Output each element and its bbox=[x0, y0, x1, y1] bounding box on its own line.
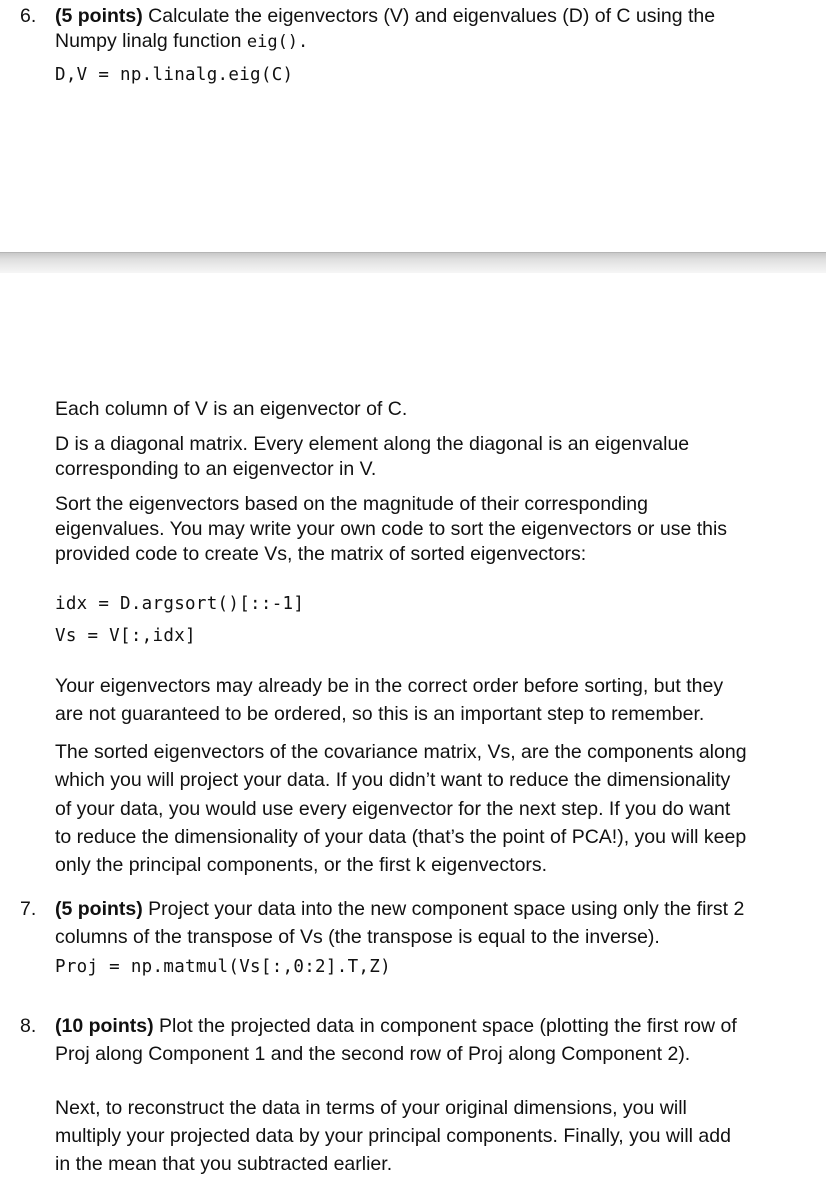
sort-code-line2: Vs = V[:,idx] bbox=[55, 626, 196, 646]
q8-p-line2: multiply your projected data by your principal components. Finally, you will add bbox=[55, 1125, 731, 1147]
q8-line1 bbox=[55, 1014, 815, 1039]
explanation-p2-line2: corresponding to an eigenvector in V. bbox=[55, 458, 377, 480]
q6-line2 bbox=[55, 29, 815, 55]
q8-line2: Proj along Component 1 and the second row of Proj along Component 2). bbox=[55, 1043, 691, 1065]
q7-number: 7. bbox=[20, 898, 37, 920]
q7-points: (5 points) bbox=[55, 898, 143, 920]
q8-text: Plot the projected data in component space (plotting the first row of bbox=[159, 1015, 737, 1037]
q8-points: (10 points) bbox=[55, 1015, 154, 1037]
q8-number: 8. bbox=[20, 1015, 37, 1037]
explanation-p5-line2: which you will project your data. If you didn’t want to reduce the dimensionality bbox=[55, 769, 731, 791]
q6-number: 6. bbox=[20, 5, 37, 27]
explanation-p5-line5: only the principal components, or the first k eigenvectors. bbox=[55, 854, 548, 876]
explanation-p3-line1: Sort the eigenvectors based on the magnitude of their corresponding bbox=[55, 493, 648, 515]
q6-text: Calculate the eigenvectors (V) and eigenvalues (D) of C using the bbox=[148, 5, 716, 27]
q7-line1 bbox=[55, 897, 815, 922]
q6-line1 bbox=[55, 4, 815, 29]
q6-code: D,V = np.linalg.eig(C) bbox=[55, 65, 294, 85]
q7-code: Proj = np.matmul(Vs[:,0:2].T,Z) bbox=[55, 957, 391, 977]
explanation-p3-line3: provided code to create Vs, the matrix of sorted eigenvectors: bbox=[55, 543, 587, 565]
explanation-p5-line1: The sorted eigenvectors of the covariance matrix, Vs, are the components along bbox=[55, 741, 747, 763]
explanation-p2-line1: D is a diagonal matrix. Every element along the diagonal is an eigenvalue bbox=[55, 433, 690, 455]
q8-p-line3: in the mean that you subtracted earlier. bbox=[55, 1153, 393, 1175]
q6-points: (5 points) bbox=[55, 5, 143, 27]
q7-text: Project your data into the new component space using only the first 2 bbox=[148, 898, 745, 920]
explanation-p5-line4: to reduce the dimensionality of your data (that’s the point of PCA!), you will keep bbox=[55, 826, 747, 848]
q7-line2: columns of the transpose of Vs (the transpose is equal to the inverse). bbox=[55, 926, 660, 948]
explanation-p4-line2: are not guaranteed to be ordered, so this is an important step to remember. bbox=[55, 703, 705, 725]
q6-line2-text: Numpy linalg function bbox=[55, 30, 242, 52]
explanation-p1: Each column of V is an eigenvector of C. bbox=[55, 398, 408, 420]
q6-inline-code: eig(). bbox=[246, 32, 309, 52]
explanation-p3-line2: eigenvalues. You may write your own code to sort the eigenvectors or use this bbox=[55, 518, 728, 540]
explanation-p4-line1: Your eigenvectors may already be in the correct order before sorting, but they bbox=[55, 675, 724, 697]
sort-code-line1: idx = D.argsort()[::-1] bbox=[55, 594, 305, 614]
page-divider bbox=[0, 252, 826, 273]
explanation-p5-line3: of your data, you would use every eigenvector for the next step. If you do want bbox=[55, 798, 731, 820]
q8-p-line1: Next, to reconstruct the data in terms of your original dimensions, you will bbox=[55, 1097, 687, 1119]
